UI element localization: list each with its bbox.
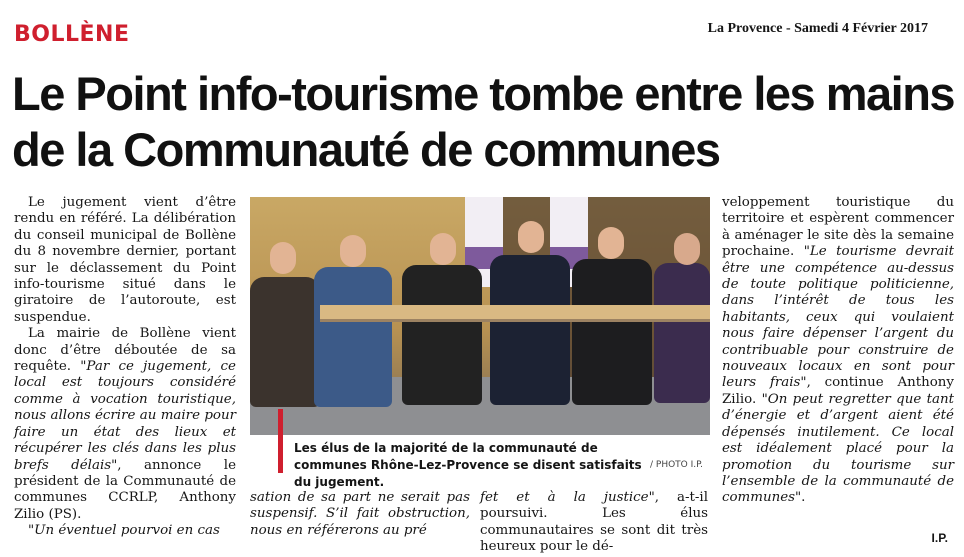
paragraph-2 bbox=[14, 326, 236, 523]
quote-text: Le tourisme devrait être une compétence au-dessus de toute politique politicienne, dans l’intérêt de tous les habitants, ceux qui voulaient nous faire dépenser l’argent du contribuable pour construire de nouveaux locaux en sont pour leurs frais bbox=[722, 244, 954, 391]
quote-text: On peut regretter que tant d’énergie et d’argent aient été dépensés inutilement. Ce local est idéalement placé pour la promotion du tourisme sur l’ensemble de la communauté de communes bbox=[722, 391, 954, 506]
person-1 bbox=[250, 277, 320, 407]
paragraph-3 bbox=[14, 523, 236, 539]
person-3 bbox=[402, 265, 482, 405]
article-column-2 bbox=[250, 490, 470, 539]
paragraph-2-text: La mairie de Bollène vient donc d’être déboutée de sa requête. " bbox=[14, 326, 236, 375]
quote-text: fet et à la justice bbox=[480, 490, 649, 505]
person-6 bbox=[654, 263, 710, 403]
person-5-head bbox=[598, 227, 624, 259]
section-label: BOLLÈNE bbox=[14, 22, 130, 47]
person-4 bbox=[490, 255, 570, 405]
person-6-head bbox=[674, 233, 700, 265]
paragraph-3-start: " bbox=[28, 523, 35, 539]
paragraph-col3 bbox=[480, 490, 708, 556]
article-column-4 bbox=[722, 195, 954, 507]
quote-text: sation de sa part ne serait pas suspensif. S’il fait obstruction, nous en référerons au pré bbox=[250, 490, 470, 538]
news-photo bbox=[250, 197, 710, 435]
headline: Le Point info-tourisme tombe entre les mains de la Communauté de communes bbox=[12, 67, 955, 176]
paragraph-col4 bbox=[722, 195, 954, 507]
author-byline: I.P. bbox=[931, 531, 948, 545]
person-2 bbox=[314, 267, 392, 407]
paragraph-col4-end: ". bbox=[795, 490, 806, 506]
paragraph-col4-mid: ", continue Anthony Zilio. " bbox=[722, 375, 954, 407]
person-2-head bbox=[340, 235, 366, 267]
quote-text: Un éventuel pourvoi en cas bbox=[34, 523, 220, 539]
person-5 bbox=[572, 259, 652, 405]
meeting-table bbox=[320, 305, 710, 322]
paragraph-col4-text: veloppement touristique du territoire et espèrent commencer à aménager le site dès la semaine prochaine. " bbox=[722, 195, 954, 260]
photo-caption: Les élus de la majorité de la communauté de communes Rhône-Lez-Provence se disent satisfaits du jugement. bbox=[294, 441, 642, 489]
person-1-head bbox=[270, 242, 296, 274]
paragraph-1: Le jugement vient d’être rendu en référé. La délibération du conseil municipal de Bollène du 8 novembre dernier, portant sur le déclassement du Point info-tourisme situé dans le giratoire de l’autoroute, est suspendue. bbox=[14, 195, 236, 325]
person-3-head bbox=[430, 233, 456, 265]
caption-accent-bar bbox=[278, 409, 283, 473]
photo-credit: / PHOTO I.P. bbox=[650, 460, 704, 470]
article-column-1 bbox=[14, 195, 236, 540]
quote-text: Par ce jugement, ce local est toujours considéré comme à vocation touristique, nous allons écrire au maire pour faire un état des lieux et récupérer les clés dans les plus brefs délais bbox=[14, 359, 236, 473]
masthead-date: La Provence - Samedi 4 Février 2017 bbox=[707, 21, 928, 36]
article-column-3 bbox=[480, 490, 708, 556]
person-4-head bbox=[518, 221, 544, 253]
paragraph-col3-text: ", a-t-il poursuivi. Les élus communautaires se sont dit très heureux pour le dé- bbox=[480, 490, 708, 555]
paragraph-2-end: ", annonce le président de la Communauté de communes CCRLP, Anthony Zilio (PS). bbox=[14, 457, 236, 522]
